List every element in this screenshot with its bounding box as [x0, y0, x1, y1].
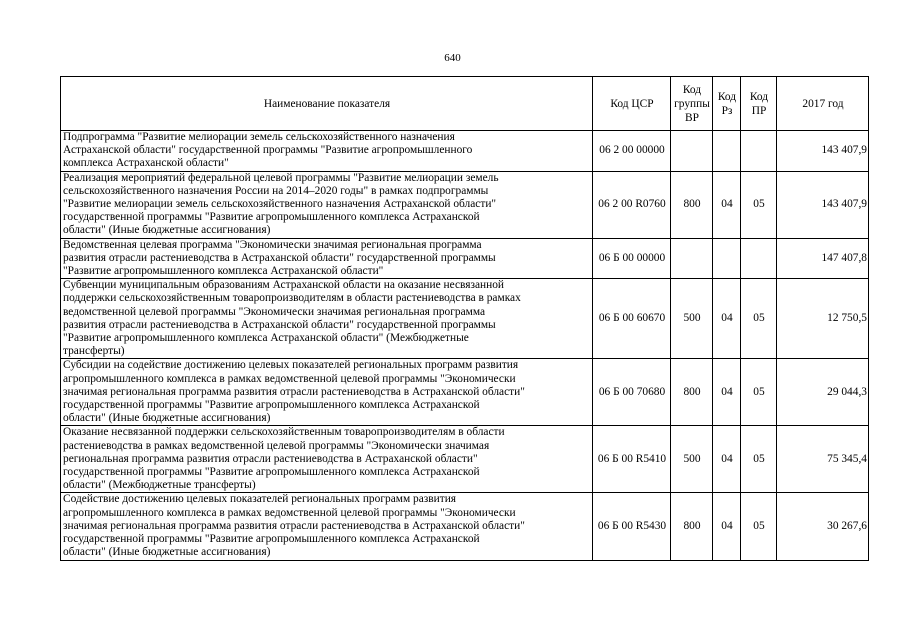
row-amount-2017: 75 345,4	[777, 426, 869, 493]
row-rz-code	[713, 131, 741, 172]
row-vr-code: 800	[671, 359, 713, 426]
row-name-line: развития отрасли растениеводства в Астраханской области" государственной программы	[63, 251, 496, 264]
row-vr-code: 500	[671, 279, 713, 359]
row-amount-2017: 29 044,3	[777, 359, 869, 426]
row-pr-code: 05	[741, 493, 777, 560]
row-name-line: "Развитие мелиорации земель сельскохозяйственного назначения Астраханской области"	[63, 198, 497, 211]
row-pr-code: 05	[741, 426, 777, 493]
row-name-line: "Развитие агропромышленного комплекса Астраханской области" (Межбюджетные	[63, 332, 469, 345]
row-name-line: Субсидии на содействие достижению целевых показателей региональных программ развития	[63, 359, 519, 372]
row-name-line: региональная программа развития отрасли растениеводства в Астраханской области"	[63, 452, 478, 465]
row-rz-code: 04	[713, 279, 741, 359]
row-vr-code: 500	[671, 426, 713, 493]
row-indicator-name	[61, 279, 593, 359]
row-amount-2017: 147 407,8	[777, 238, 869, 279]
row-name-line: государственной программы "Развитие агропромышленного комплекса Астраханской	[63, 466, 480, 479]
row-csr-code: 06 Б 00 R5430	[593, 493, 671, 560]
row-pr-code: 05	[741, 171, 777, 238]
row-csr-code: 06 Б 00 60670	[593, 279, 671, 359]
row-csr-code: 06 Б 00 R5410	[593, 426, 671, 493]
row-name-line: Содействие достижению целевых показателей региональных программ развития	[63, 493, 457, 506]
row-pr-code: 05	[741, 279, 777, 359]
row-name-line: значимая региональная программа развития отрасли растениеводства в Астраханской области"	[63, 519, 525, 532]
row-rz-code	[713, 238, 741, 279]
row-name-line: государственной программы "Развитие агропромышленного комплекса Астраханской	[63, 533, 480, 546]
row-pr-code	[741, 131, 777, 172]
row-amount-2017: 143 407,9	[777, 171, 869, 238]
row-name-line: Оказание несвязанной поддержки сельскохозяйственным товаропроизводителям в области	[63, 426, 505, 439]
row-csr-code: 06 Б 00 70680	[593, 359, 671, 426]
table-body	[61, 131, 869, 561]
table-row	[61, 493, 869, 560]
table-row	[61, 359, 869, 426]
row-amount-2017: 12 750,5	[777, 279, 869, 359]
row-pr-code	[741, 238, 777, 279]
row-name-line: значимая региональная программа развития отрасли растениеводства в Астраханской области"	[63, 385, 525, 398]
table-row	[61, 171, 869, 238]
row-csr-code: 06 2 00 R0760	[593, 171, 671, 238]
row-indicator-name	[61, 493, 593, 560]
header-rz: Код Рз	[713, 77, 741, 131]
row-name-line: агропромышленного комплекса в рамках ведомственной целевой программы "Экономически	[63, 506, 516, 519]
budget-table	[60, 76, 869, 561]
row-indicator-name	[61, 359, 593, 426]
row-amount-2017: 143 407,9	[777, 131, 869, 172]
row-name-line: государственной программы "Развитие агропромышленного комплекса Астраханской	[63, 211, 480, 224]
row-indicator-name	[61, 238, 593, 279]
row-vr-code: 800	[671, 493, 713, 560]
row-name-line: области" (Межбюджетные трансферты)	[63, 479, 256, 492]
page-number: 640	[444, 52, 461, 64]
row-rz-code: 04	[713, 493, 741, 560]
row-name-line: области" (Иные бюджетные ассигнования)	[63, 546, 271, 559]
row-indicator-name	[61, 131, 593, 172]
header-year: 2017 год	[777, 77, 869, 131]
row-name-line: агропромышленного комплекса в рамках ведомственной целевой программы "Экономически	[63, 372, 516, 385]
row-name-line: сельскохозяйственного назначения России на 2014–2020 годы" в рамках подпрограммы	[63, 184, 489, 197]
row-name-line: комплекса Астраханской области"	[63, 157, 229, 170]
row-name-line: растениеводства в рамках ведомственной целевой программы "Экономически значимая	[63, 439, 490, 452]
header-name: Наименование показателя	[61, 77, 593, 131]
row-pr-code: 05	[741, 359, 777, 426]
row-name-line: государственной программы "Развитие агропромышленного комплекса Астраханской	[63, 399, 480, 412]
row-name-line: Ведомственная целевая программа "Экономически значимая региональная программа	[63, 238, 482, 251]
row-name-line: Астраханской области" государственной программы "Развитие агропромышленного	[63, 144, 473, 157]
row-rz-code: 04	[713, 171, 741, 238]
row-rz-code: 04	[713, 359, 741, 426]
row-name-line: Подпрограмма "Развитие мелиорации земель сельскохозяйственного назначения	[63, 131, 455, 143]
row-csr-code: 06 Б 00 00000	[593, 238, 671, 279]
row-name-line: поддержки сельскохозяйственным товаропроизводителям в области растениеводства в рамках	[63, 292, 521, 305]
table-row	[61, 131, 869, 172]
row-indicator-name	[61, 171, 593, 238]
row-name-line: области" (Иные бюджетные ассигнования)	[63, 412, 271, 425]
row-name-line: ведомственной целевой программы "Экономически значимая региональная программа	[63, 305, 486, 318]
row-name-line: развития отрасли растениеводства в Астраханской области" государственной программы	[63, 318, 496, 331]
row-vr-code	[671, 131, 713, 172]
row-name-line: "Развитие агропромышленного комплекса Астраханской области"	[63, 265, 384, 278]
table-header-row	[61, 77, 869, 131]
row-indicator-name	[61, 426, 593, 493]
row-csr-code: 06 2 00 00000	[593, 131, 671, 172]
table-row	[61, 279, 869, 359]
header-csr: Код ЦСР	[593, 77, 671, 131]
table-row	[61, 238, 869, 279]
row-rz-code: 04	[713, 426, 741, 493]
row-name-line: трансферты)	[63, 345, 125, 358]
header-vr: Код группы ВР	[671, 77, 713, 131]
row-name-line: области" (Иные бюджетные ассигнования)	[63, 224, 271, 237]
row-name-line: Субвенции муниципальным образованиям Астраханской области на оказание несвязанной	[63, 279, 505, 292]
table-row	[61, 426, 869, 493]
row-amount-2017: 30 267,6	[777, 493, 869, 560]
header-pr: Код ПР	[741, 77, 777, 131]
row-vr-code: 800	[671, 171, 713, 238]
row-name-line: Реализация мероприятий федеральной целевой программы "Развитие мелиорации земель	[63, 171, 499, 184]
row-vr-code	[671, 238, 713, 279]
